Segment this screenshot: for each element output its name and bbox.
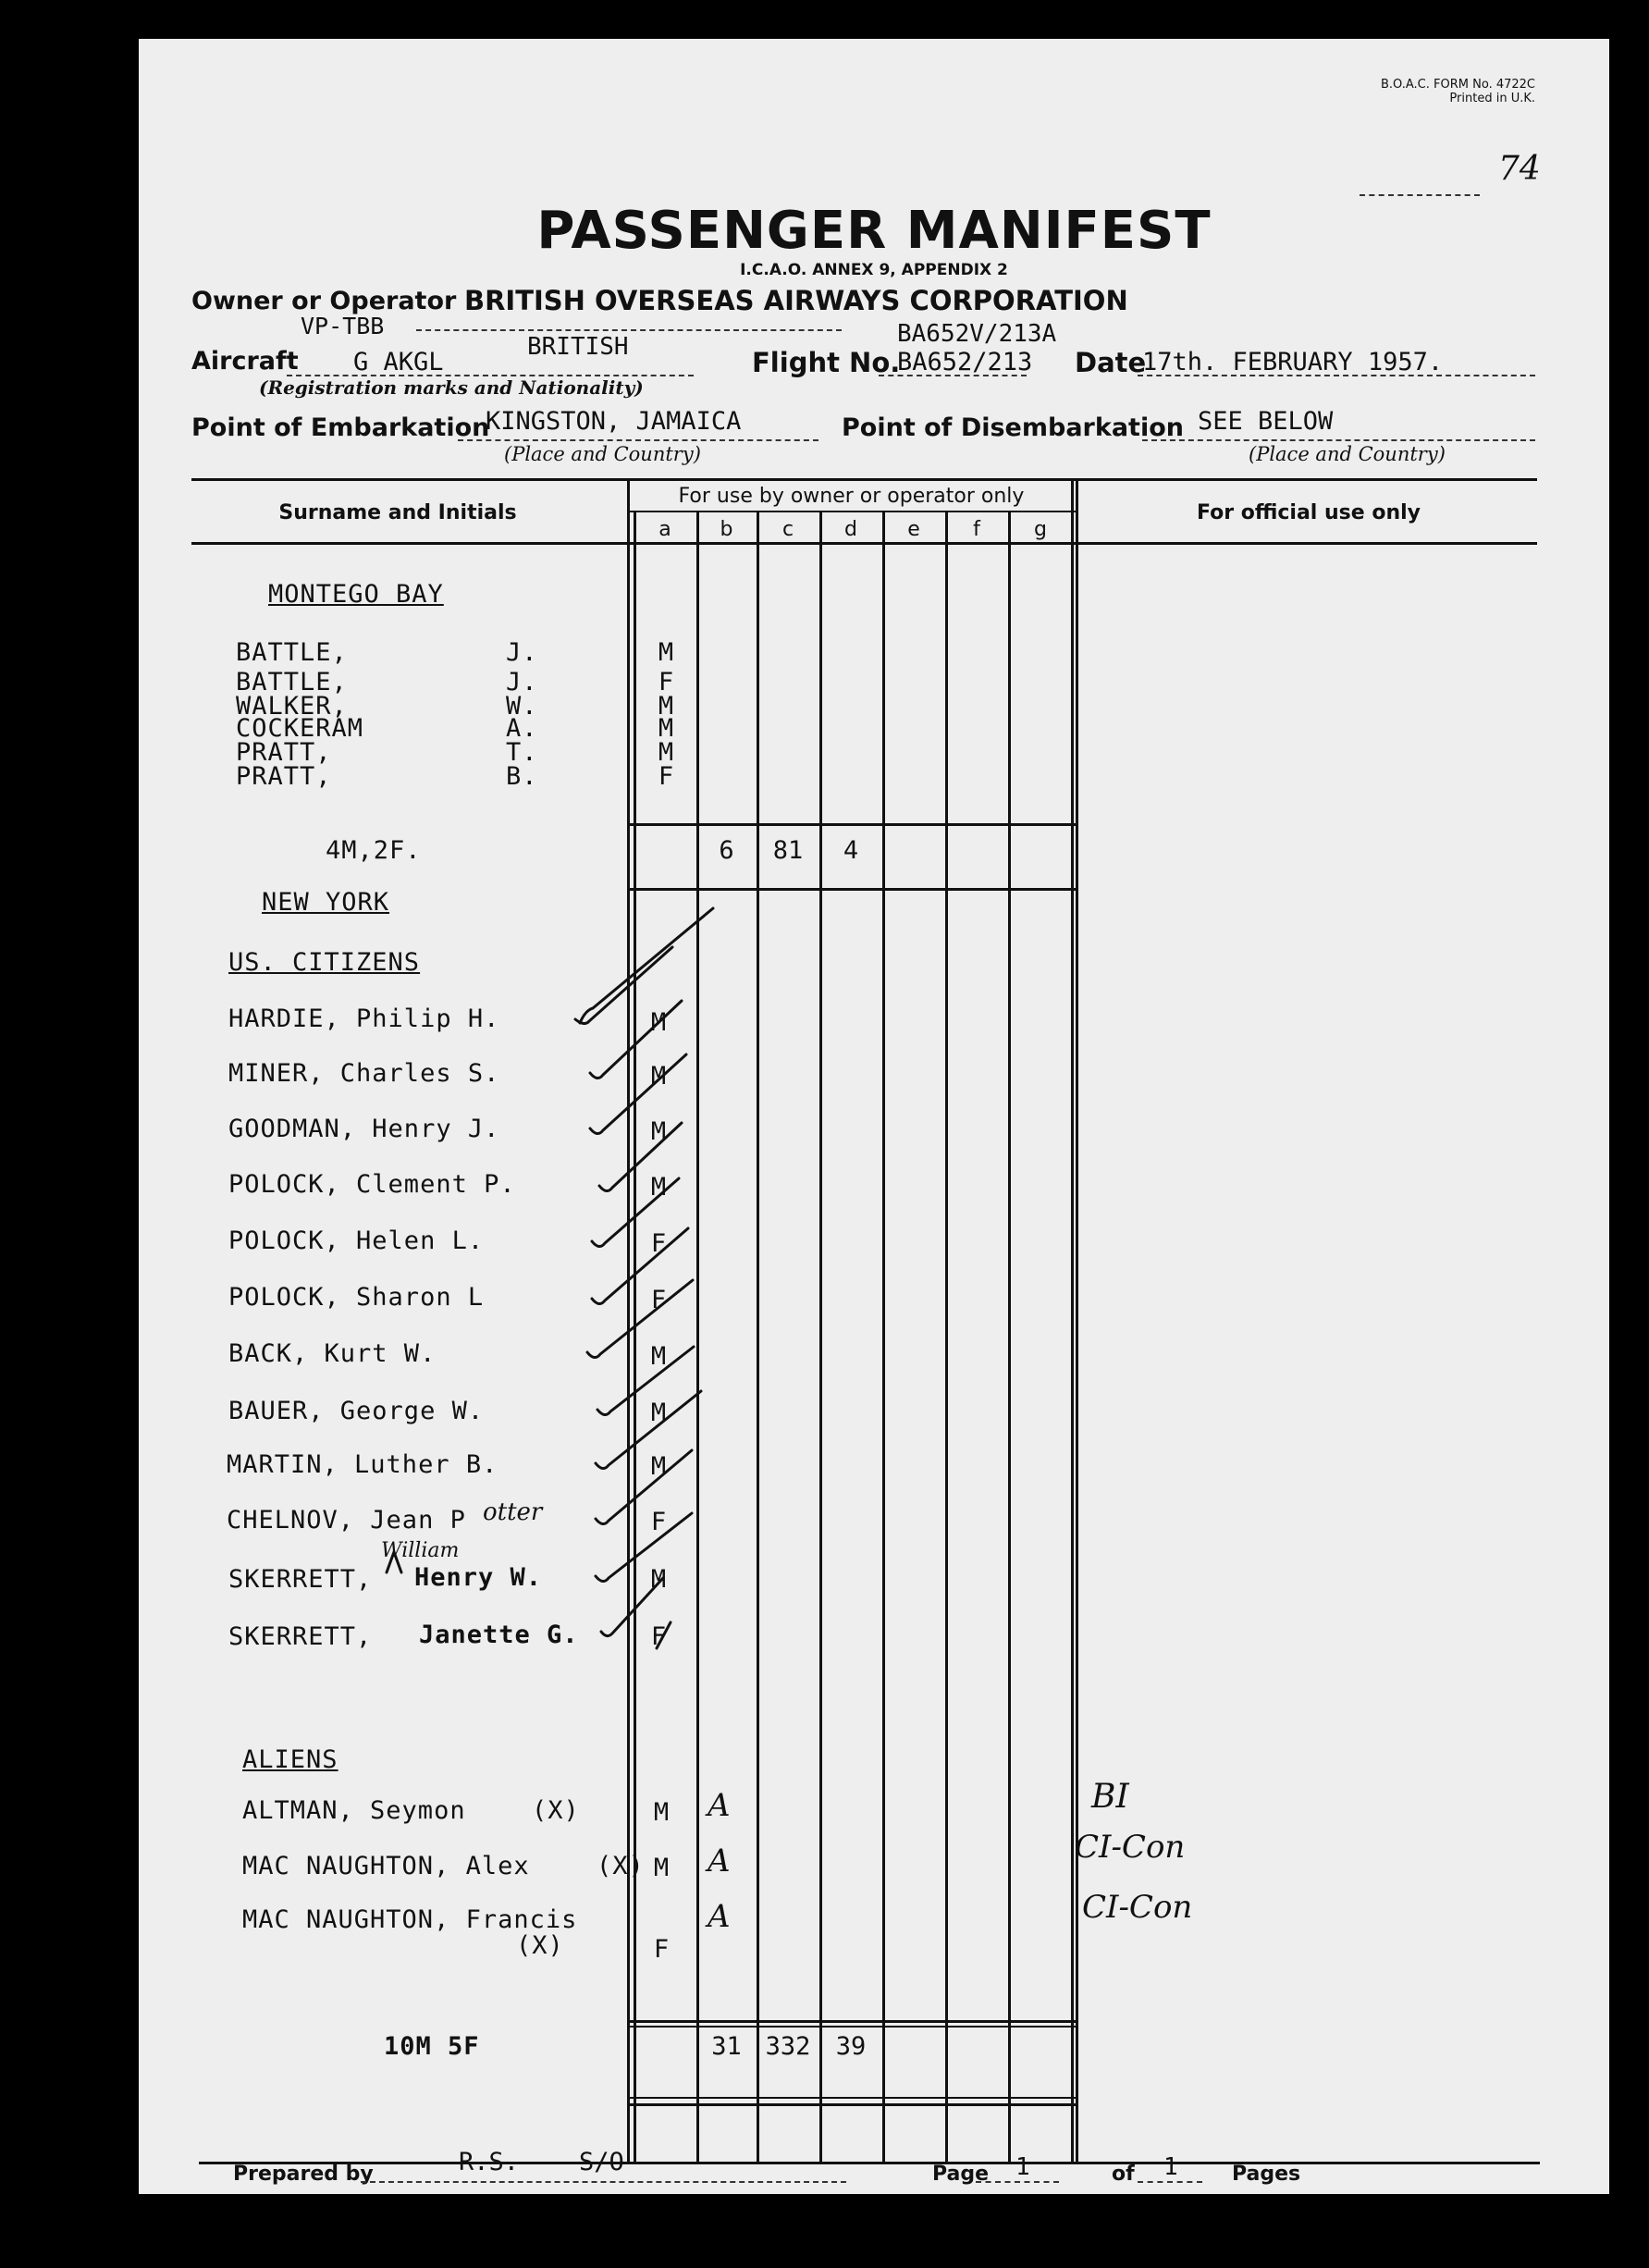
row-handwritten-addition: William	[381, 1539, 460, 1562]
row-name: ALTMAN, Seymon	[242, 1796, 466, 1825]
total-rule-bottom	[627, 2097, 1076, 2099]
row-initial: T.	[506, 738, 538, 767]
row-sex: F	[650, 1286, 667, 1314]
place-caption-left: (Place and Country)	[504, 443, 701, 465]
page-mark: 74	[1498, 150, 1541, 188]
official-use-header: For official use only	[1196, 501, 1421, 524]
check-mark-icon	[599, 1123, 682, 1191]
row-name: CHELNOV, Jean P	[227, 1506, 466, 1535]
prepared-label: Prepared by	[233, 2163, 374, 2186]
section-heading-newyork: NEW YORK	[262, 888, 390, 917]
row-initial: J.	[506, 638, 538, 667]
row-official-note: BI	[1091, 1778, 1129, 1816]
total-d: 39	[835, 2032, 867, 2061]
total-label: 10M 5F	[384, 2032, 480, 2061]
date-value: 17th. FEBRUARY 1957.	[1142, 348, 1444, 376]
row-name: BACK, Kurt W.	[228, 1339, 437, 1368]
col-head-g: g	[1034, 518, 1047, 541]
row-name: POLOCK, Helen L.	[228, 1226, 485, 1255]
row-col-b-mark: A	[708, 1898, 731, 1935]
aircraft-label: Aircraft	[191, 347, 299, 376]
printed-in-text: Printed in U.K.	[1449, 92, 1535, 105]
col-head-b: b	[720, 518, 733, 541]
check-mark-icon	[587, 1280, 693, 1358]
col-head-d: d	[844, 518, 857, 541]
row-name: MARTIN, Luther B.	[227, 1450, 498, 1479]
manifest-sheet	[139, 39, 1609, 2194]
prepared-value: R.S. S/O	[459, 2148, 624, 2176]
row-name: HARDIE, Philip H.	[228, 1005, 500, 1033]
of-value: 1	[1163, 2153, 1178, 2181]
row-sex: M	[650, 1565, 667, 1594]
row-name: MAC NAUGHTON, Francis	[242, 1905, 578, 1934]
col-head-c: c	[781, 518, 794, 541]
section-subheading-uscitizens: US. CITIZENS	[228, 948, 421, 977]
row-sex: M	[650, 1452, 667, 1481]
owner-label: Owner or Operator	[191, 287, 457, 315]
total-rule-bottom-2	[627, 2103, 1076, 2106]
row-sex: F	[658, 668, 674, 696]
row-sex: M	[650, 1008, 667, 1037]
prepared-line	[361, 2181, 846, 2183]
row-initial: A.	[506, 714, 538, 743]
row-handwritten-addition: otter	[483, 1498, 543, 1526]
row-name: MAC NAUGHTON, Alex	[242, 1852, 530, 1880]
col-head-e: e	[907, 518, 920, 541]
aircraft-reg-top: VP-TBB	[301, 313, 385, 339]
row-sex: M	[658, 714, 674, 743]
row-sex: M	[650, 1342, 667, 1371]
subtotal-c-montego: 81	[772, 836, 804, 865]
row-sex: M	[658, 692, 674, 721]
row-initial: W.	[506, 692, 538, 721]
check-mark-icon	[590, 1001, 682, 1079]
check-mark-icon	[601, 1578, 663, 1636]
embark-label: Point of Embarkation	[191, 413, 490, 442]
row-surname: PRATT,	[236, 762, 332, 791]
row-sex: M	[650, 1399, 667, 1427]
reg-caption: (Registration marks and Nationality)	[259, 376, 644, 399]
row-initial: J.	[506, 668, 538, 696]
row-name: SKERRETT,	[228, 1565, 373, 1594]
row-name: MINER, Charles S.	[228, 1059, 500, 1088]
owner-use-header: For use by owner or operator only	[678, 485, 1025, 508]
row-sex: M	[653, 1854, 670, 1882]
page-title: PASSENGER MANIFEST	[536, 201, 1212, 261]
check-mark-icon	[592, 1228, 688, 1304]
check-mark-icon	[580, 908, 713, 1023]
flight-value: BA652/213	[897, 348, 1033, 376]
row-sex: F	[653, 1935, 670, 1964]
row-surname: PRATT,	[236, 738, 332, 767]
row-sex: M	[658, 638, 674, 667]
date-label: Date	[1075, 347, 1147, 378]
page-label: Page	[932, 2163, 990, 2186]
row-surname: COCKERAM	[236, 714, 364, 743]
check-mark-icon	[597, 1347, 694, 1415]
row-surname: WALKER,	[236, 692, 348, 721]
check-mark-icon	[592, 1178, 679, 1247]
check-mark-icon	[590, 1054, 686, 1134]
flight-label: Flight No.	[752, 347, 901, 378]
row-sex: M	[650, 1173, 667, 1202]
row-name: GOODMAN, Henry J.	[228, 1115, 500, 1143]
row-initial: B.	[506, 762, 538, 791]
row-sex: F	[658, 762, 674, 791]
row-given-names: Henry W.	[414, 1563, 543, 1592]
row-sex: M	[653, 1798, 670, 1827]
row-sex: M	[650, 1062, 667, 1091]
disembark-label: Point of Disembarkation	[842, 413, 1184, 442]
row-alien-mark: (X)	[532, 1796, 580, 1825]
page-line	[976, 2181, 1059, 2183]
page-subtitle: I.C.A.O. ANNEX 9, APPENDIX 2	[740, 261, 1008, 279]
row-col-b-mark: A	[708, 1843, 731, 1880]
row-col-b-mark: A	[708, 1787, 731, 1824]
row-sex: F	[650, 1229, 667, 1258]
slash-mark-icon	[657, 1622, 671, 1648]
subtotal-label-montego: 4M,2F.	[326, 836, 422, 865]
row-alien-mark: (X)	[597, 1852, 645, 1880]
of-line	[1138, 2181, 1202, 2183]
page-value: 1	[1015, 2153, 1030, 2181]
row-official-note: CI-Con	[1082, 1889, 1193, 1926]
row-name: POLOCK, Clement P.	[228, 1170, 516, 1199]
flight-top: BA652V/213A	[897, 320, 1057, 348]
row-sex: M	[658, 738, 674, 767]
total-rule-top-2	[627, 2026, 1076, 2028]
surname-header: Surname and Initials	[278, 501, 517, 524]
row-sex: M	[650, 1117, 667, 1146]
row-sex: F	[650, 1622, 667, 1651]
owner-value: BRITISH OVERSEAS AIRWAYS CORPORATION	[464, 285, 1128, 316]
footer-rule	[199, 2162, 1540, 2164]
subtotal-b-montego: 6	[719, 836, 734, 865]
of-label: of	[1112, 2163, 1135, 2186]
row-name: POLOCK, Sharon L	[228, 1283, 485, 1312]
row-name: SKERRETT,	[228, 1622, 373, 1651]
aircraft-reg: G AKGL	[353, 348, 444, 376]
total-b: 31	[711, 2032, 742, 2061]
section-heading-montego: MONTEGO BAY	[268, 580, 444, 609]
disembark-value: SEE BELOW	[1198, 407, 1334, 436]
caret-mark-icon	[387, 1552, 401, 1572]
total-c: 332	[765, 2032, 811, 2061]
section-heading-aliens: ALIENS	[242, 1745, 338, 1774]
row-name: BAUER, George W.	[228, 1397, 485, 1425]
subtotal-d-montego: 4	[843, 836, 859, 865]
row-sex: F	[650, 1508, 667, 1536]
place-caption-right: (Place and Country)	[1249, 443, 1446, 465]
form-number-text: B.O.A.C. FORM No. 4722C	[1381, 78, 1535, 92]
pages-label: Pages	[1232, 2163, 1301, 2186]
embark-value: KINGSTON, JAMAICA	[486, 407, 742, 436]
col-head-f: f	[973, 518, 980, 541]
total-rule-top	[627, 2020, 1076, 2023]
row-surname: BATTLE,	[236, 668, 348, 696]
row-alien-mark: (X)	[516, 1931, 564, 1960]
col-head-a: a	[658, 518, 671, 541]
row-surname: BATTLE,	[236, 638, 348, 667]
aircraft-nationality: BRITISH	[527, 333, 629, 361]
check-mark-icon	[596, 1450, 692, 1524]
row-official-note: CI-Con	[1075, 1829, 1186, 1866]
check-mark-icon	[575, 947, 672, 1024]
check-mark-icon	[596, 1513, 692, 1582]
row-given-names: Janette G.	[419, 1621, 579, 1649]
